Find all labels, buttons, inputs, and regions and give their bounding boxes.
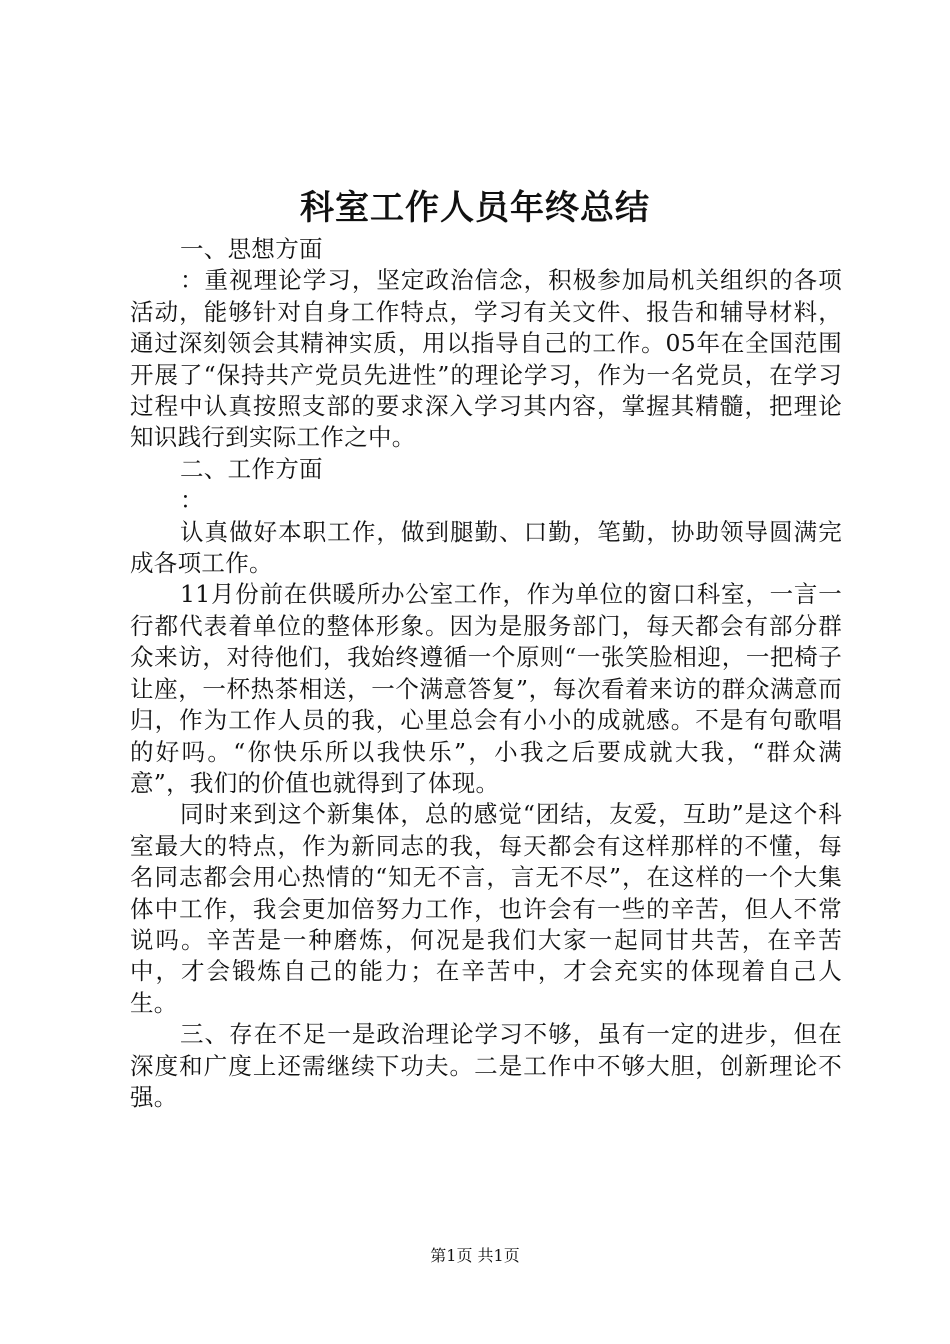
paragraph-colon: ：: [180, 486, 204, 515]
document-title: 科室工作人员年终总结: [300, 188, 650, 228]
page-footer: 第1页 共1页: [430, 1246, 520, 1265]
paragraph-thought: ：重视理论学习，坚定政治信念，积极参加局机关组织的各项活动，能够针对自身工作特点，学习有关文件、报告和辅导材料，通过深刻领会其精神实质，用以指导自己的工作。05年在全国范围开展了“保持共产党员先进性”的理论学习，作为一名党员，在学习过程中认真按照支部的要求深入学习其内容，掌握其精髓，把理论知识践行到实际工作之中。: [130, 266, 842, 452]
paragraph-duty: 认真做好本职工作，做到腿勤、口勤，笔勤，协助领导圆满完成各项工作。: [130, 517, 842, 578]
paragraph-shortcomings: 三、存在不足一是政治理论学习不够，虽有一定的进步，但在深度和广度上还需继续下功夫。二是工作中不够大胆，创新理论不强。: [130, 1020, 842, 1111]
section-heading-thought: 一、思想方面: [180, 235, 323, 263]
section-heading-work: 二、工作方面: [180, 454, 323, 483]
paragraph-new-team: 同时来到这个新集体，总的感觉“团结，友爱，互助”是这个科室最大的特点，作为新同志的我，每天都会有这样那样的不懂，每名同志都会用心热情的“知无不言，言无不尽”，在这样的一个大集体中工作，我会更加倍努力工作，也许会有一些的辛苦，但人不常说吗。辛苦是一种磨炼，何况是我们大家一起同甘共苦，在辛苦中，才会锻炼自己的能力；在辛苦中，才会充实的体现着自己人生。: [130, 800, 842, 1017]
paragraph-office-work: 11月份前在供暖所办公室工作，作为单位的窗口科室，一言一行都代表着单位的整体形象。因为是服务部门，每天都会有部分群众来访，对待他们，我始终遵循一个原则“一张笑脸相迎，一把椅子让座，一杯热茶相送，一个满意答复”，每次看着来访的群众满意而归，作为工作人员的我，心里总会有小小的成就感。不是有句歌唱的好吗。“你快乐所以我快乐”，小我之后要成就大我，“群众满意”，我们的价值也就得到了体现。: [130, 580, 842, 797]
document-body: [130, 234, 842, 1113]
